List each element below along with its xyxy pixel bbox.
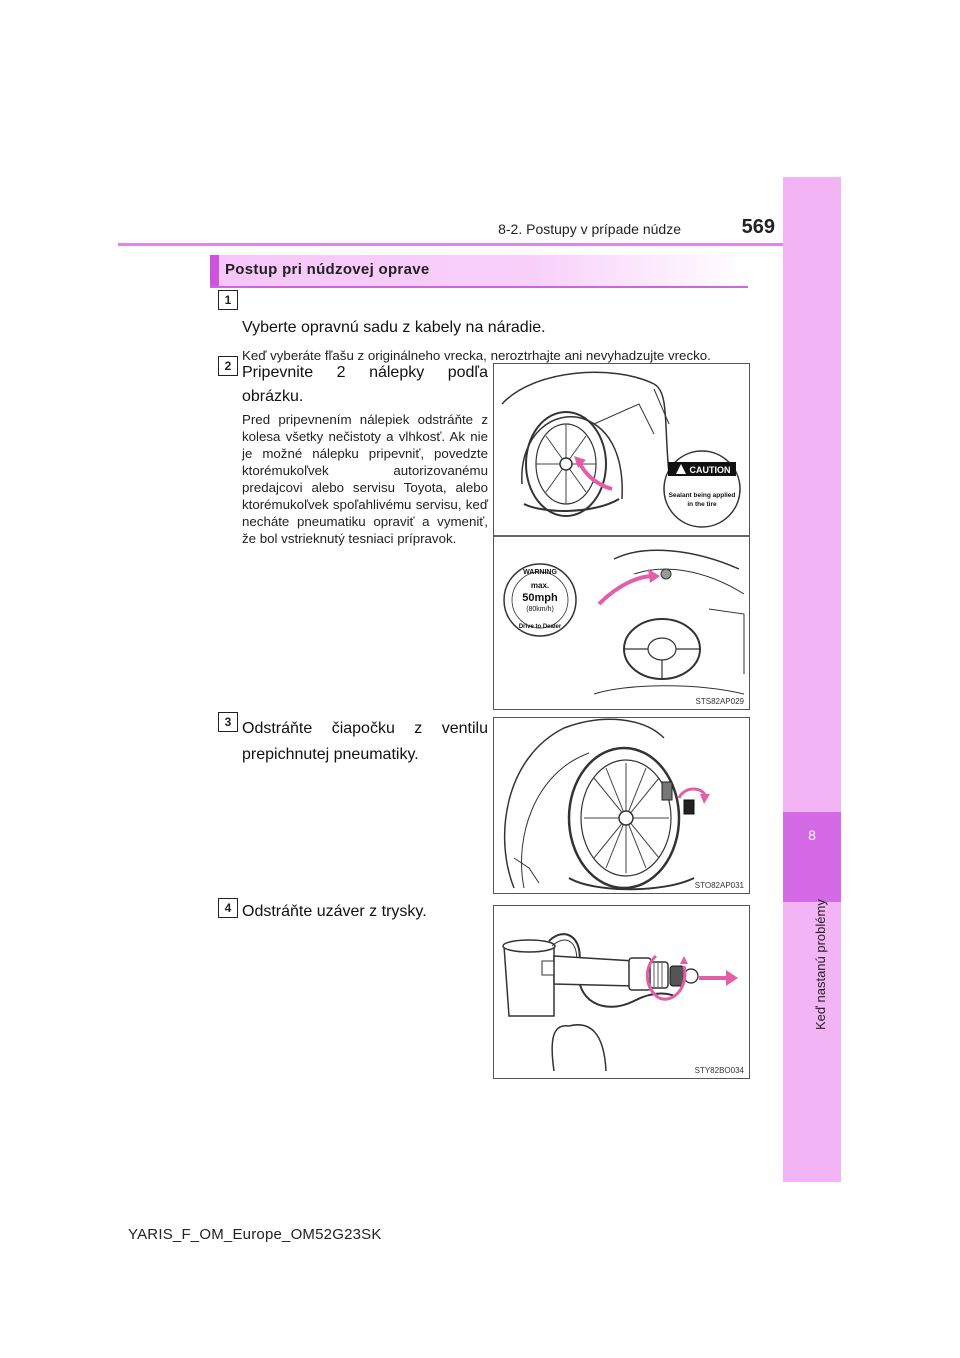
step-3-badge: 3 xyxy=(218,712,238,732)
step-2-note: Pred pripevnením nálepiek odstráňte z kolesa všetky nečistoty a vlhkosť. Ak nie je možné nálepku pripevniť, povedzte ktorémukoľvek autorizovanému predajcovi alebo servisu Toyota, alebo ktorémukoľvek spoľahlivému servisu, keď necháte pneumatiku opraviť a vymeniť, že bol vstrieknutý tesniaci prípravok. xyxy=(242,412,488,546)
figure-stickers xyxy=(493,363,750,710)
warning-speed: 50mph xyxy=(522,592,558,604)
header-divider xyxy=(118,243,840,246)
warning-kmh: (80km/h) xyxy=(526,606,554,613)
chapter-title: Keď nastanú problémy xyxy=(813,899,828,1030)
caution-text-2: in the tire xyxy=(687,501,717,508)
step-1-text: Vyberte opravnú sadu z kabely na náradie. xyxy=(242,319,546,336)
section-title: Postup pri núdzovej oprave xyxy=(225,261,430,278)
section-header-accent xyxy=(210,255,219,286)
chapter-sidebar-active-tab[interactable] xyxy=(783,812,841,902)
figure-valve-cap xyxy=(493,717,750,894)
step-1-note: Keď vyberáte fľašu z originálneho vrecka, neroztrhajte ani nevyhadzujte vrecko. xyxy=(242,348,711,363)
page-number: 569 xyxy=(741,216,775,238)
warning-max: max. xyxy=(530,581,550,590)
caution-label: CAUTION xyxy=(689,465,731,475)
figure-valve-cap-drawing xyxy=(494,718,749,893)
document-footer: YARIS_F_OM_Europe_OM52G23SK xyxy=(128,1226,382,1243)
figure-stickers-code: STS82AP029 xyxy=(695,697,744,706)
figure-stickers-drawing xyxy=(494,364,749,709)
step-1-badge: 1 xyxy=(218,290,238,310)
figure-nozzle-drawing xyxy=(494,906,749,1078)
figure-nozzle-code: STY82BO034 xyxy=(694,1066,744,1075)
caution-text-1: Sealant being applied xyxy=(668,492,736,499)
chapter-title-wrapper xyxy=(791,900,851,1050)
step-1-note-wrap xyxy=(242,321,748,364)
figure-nozzle xyxy=(493,905,750,1079)
step-3-text: Odstráňte čiapočku z ventilu prepichnutej pneumatiky. xyxy=(242,720,488,763)
warning-label: WARNING xyxy=(523,569,557,576)
step-2-text: Pripevnite 2 nálepky podľa obrázku. xyxy=(242,364,488,405)
figure-valve-cap-code: STO82AP031 xyxy=(694,881,744,890)
step-4-text: Odstráňte uzáver z trysky. xyxy=(242,903,427,920)
chapter-reference: 8-2. Postupy v prípade núdze xyxy=(498,221,681,237)
warning-bottom: Drive to Dealer xyxy=(518,624,562,630)
step-4-badge: 4 xyxy=(218,898,238,918)
step-2-badge: 2 xyxy=(218,356,238,376)
chapter-number: 8 xyxy=(808,827,816,843)
